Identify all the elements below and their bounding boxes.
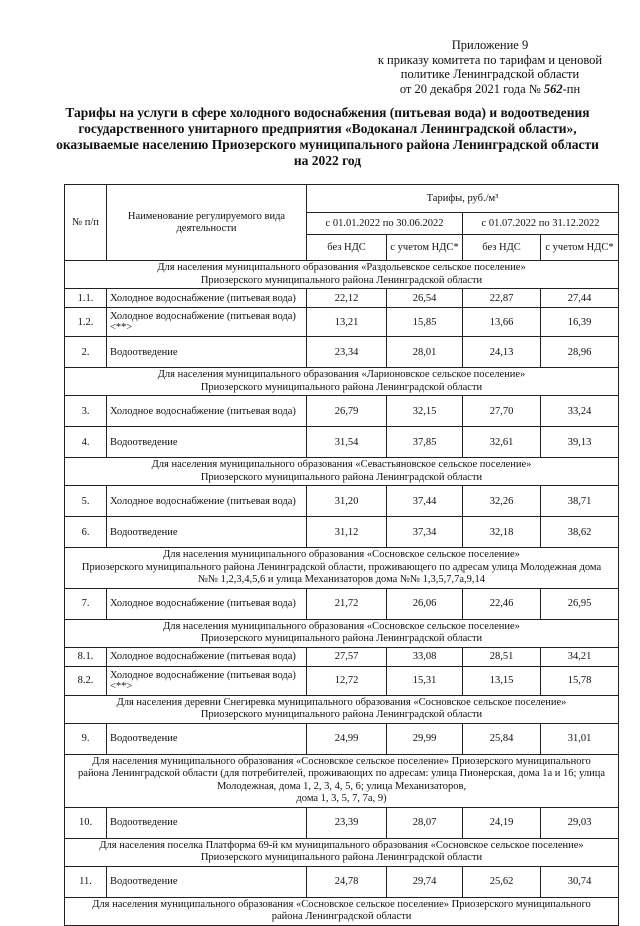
tariff-h1-with-vat: 28,07 — [387, 807, 463, 838]
tariff-h2-no-vat: 24,19 — [463, 807, 541, 838]
tariff-h2-no-vat: 25,62 — [463, 866, 541, 897]
table-row — [65, 396, 619, 427]
section-heading-line: Приозерского муниципального района Ленинградской области, проживающего по адресам улица Молодежная дома — [81, 561, 602, 573]
section-heading — [65, 897, 619, 925]
row-number: 4. — [65, 427, 107, 458]
table-row — [65, 588, 619, 619]
table-row — [65, 723, 619, 754]
tariff-h2-with-vat: 34,21 — [541, 647, 619, 666]
section-heading-row — [65, 368, 619, 396]
section-heading-line: Приозерского муниципального района Ленинградской области — [200, 274, 483, 286]
section-heading-row — [65, 897, 619, 925]
tariff-h1-with-vat: 33,08 — [387, 647, 463, 666]
section-heading-line: №№ 1,2,3,4,5,6 и улица Механизаторов дома №№ 1,3,5,7,7а,9,14 — [197, 574, 486, 585]
row-number: 8.1. — [65, 647, 107, 666]
section-heading — [65, 838, 619, 866]
activity-name: Водоотведение — [107, 427, 307, 458]
activity-name: Холодное водоснабжение (питьевая вода) — [107, 289, 307, 308]
section-heading-row — [65, 548, 619, 589]
section-heading-line: дома 1, 3, 5, 7, 7а, 9) — [296, 793, 387, 804]
section-heading-line: Молодежная, дома 1, 2, 3, 4, 5, 6; улица Механизаторов, — [216, 780, 467, 792]
section-heading-line: Для населения муниципального образования «Сосновское сельское поселение» Приозерского муниципального — [92, 898, 591, 910]
table-row — [65, 866, 619, 897]
tariff-h2-with-vat: 28,96 — [541, 337, 619, 368]
header-tariffs: Тарифы, руб./м³ — [307, 185, 619, 213]
activity-name: Холодное водоснабжение (питьевая вода) <**> — [107, 666, 307, 695]
tariff-h1-with-vat: 15,31 — [387, 666, 463, 695]
row-number: 1.1. — [65, 289, 107, 308]
section-heading-line: Приозерского муниципального района Ленинградской области — [200, 633, 483, 644]
tariff-h1-with-vat: 29,99 — [387, 723, 463, 754]
tariff-h2-with-vat: 15,78 — [541, 666, 619, 695]
tariff-h1-no-vat: 31,54 — [307, 427, 387, 458]
section-heading-line: Для населения поселка Платформа 69-й км муниципального образования «Сосновское сельское поселение» — [99, 839, 584, 851]
tariff-h1-no-vat: 31,20 — [307, 486, 387, 517]
header-no-vat-2: без НДС — [463, 235, 541, 261]
tariff-h1-with-vat: 32,15 — [387, 396, 463, 427]
tariff-h2-with-vat: 39,13 — [541, 427, 619, 458]
section-heading — [65, 368, 619, 396]
document-title — [55, 105, 600, 169]
activity-name: Холодное водоснабжение (питьевая вода) — [107, 486, 307, 517]
tariff-h2-no-vat: 27,70 — [463, 396, 541, 427]
tariff-h1-no-vat: 21,72 — [307, 588, 387, 619]
row-number: 11. — [65, 866, 107, 897]
tariff-h1-with-vat: 37,85 — [387, 427, 463, 458]
header-activity: Наименование регулируемого вида деятельности — [107, 185, 307, 261]
tariff-h2-no-vat: 13,66 — [463, 308, 541, 337]
tariff-h1-no-vat: 27,57 — [307, 647, 387, 666]
activity-name: Водоотведение — [107, 807, 307, 838]
tariff-h2-with-vat: 38,71 — [541, 486, 619, 517]
tariff-h1-no-vat: 26,79 — [307, 396, 387, 427]
row-number: 6. — [65, 517, 107, 548]
tariff-h2-with-vat: 30,74 — [541, 866, 619, 897]
section-heading-line: района Ленинградской области — [271, 911, 412, 922]
table-row — [65, 807, 619, 838]
appendix-order-line: к приказу комитета по тарифам и ценовой — [377, 52, 603, 67]
tariff-h1-no-vat: 23,39 — [307, 807, 387, 838]
tariff-h1-no-vat: 12,72 — [307, 666, 387, 695]
tariff-h1-with-vat: 28,01 — [387, 337, 463, 368]
section-heading — [65, 261, 619, 289]
tariff-h1-no-vat: 24,78 — [307, 866, 387, 897]
row-number: 2. — [65, 337, 107, 368]
section-heading-line: Приозерского муниципального района Ленинградской области — [200, 709, 483, 720]
row-number: 9. — [65, 723, 107, 754]
tariff-h2-no-vat: 32,26 — [463, 486, 541, 517]
appendix-committee-line: политике Ленинградской области — [400, 67, 580, 81]
row-number: 3. — [65, 396, 107, 427]
tariff-h2-no-vat: 32,18 — [463, 517, 541, 548]
tariff-h2-no-vat: 28,51 — [463, 647, 541, 666]
appendix-title: Приложение 9 — [451, 38, 529, 52]
tariff-h1-with-vat: 29,74 — [387, 866, 463, 897]
tariff-h2-with-vat: 33,24 — [541, 396, 619, 427]
tariff-table — [64, 184, 619, 926]
section-heading-row — [65, 838, 619, 866]
section-heading-line: Для населения муниципального образования «Сосновское сельское поселение» — [163, 549, 520, 560]
section-heading-line: Приозерского муниципального района Ленинградской области — [200, 471, 483, 483]
section-heading — [65, 754, 619, 807]
table-row — [65, 289, 619, 308]
header-num: № п/п — [65, 185, 107, 261]
section-heading-row — [65, 754, 619, 807]
section-heading-line: Для населения деревни Снегиревка муниципального образования «Сосновское сельское поселение» — [116, 696, 567, 708]
section-heading — [65, 548, 619, 589]
section-heading-line: Приозерского муниципального района Ленинградской области — [200, 381, 483, 393]
order-number: 562 — [543, 81, 563, 96]
tariff-h2-with-vat: 26,95 — [541, 588, 619, 619]
title-line-2: государственного унитарного предприятия «Водоканал Ленинградской области», — [78, 121, 577, 136]
row-number: 1.2. — [65, 308, 107, 337]
section-heading-line: Для населения муниципального образования «Ларионовское сельское поселение» — [157, 369, 526, 380]
section-heading-row — [65, 458, 619, 486]
activity-name: Холодное водоснабжение (питьевая вода) — [107, 647, 307, 666]
header-with-vat-1: с учетом НДС* — [387, 235, 463, 261]
tariff-h1-with-vat: 26,06 — [387, 588, 463, 619]
section-heading — [65, 695, 619, 723]
section-heading-row — [65, 619, 619, 647]
table-row — [65, 666, 619, 695]
appendix-block — [370, 38, 610, 96]
title-line-1: Тарифы на услуги в сфере холодного водоснабжения (питьевая вода) и водоотведения — [65, 105, 590, 120]
row-number: 8.2. — [65, 666, 107, 695]
section-heading-line: Для населения муниципального образования «Севастьяновское сельское поселение» — [151, 459, 532, 470]
section-heading — [65, 619, 619, 647]
tariff-h2-no-vat: 24,13 — [463, 337, 541, 368]
tariff-h2-with-vat: 29,03 — [541, 807, 619, 838]
section-heading — [65, 458, 619, 486]
row-number: 10. — [65, 807, 107, 838]
appendix-date-suffix: -пн — [562, 81, 581, 96]
header-period-2: с 01.07.2022 по 31.12.2022 — [463, 213, 619, 235]
row-number: 5. — [65, 486, 107, 517]
tariff-h1-with-vat: 26,54 — [387, 289, 463, 308]
tariff-h1-no-vat: 31,12 — [307, 517, 387, 548]
tariff-h2-no-vat: 22,46 — [463, 588, 541, 619]
activity-name: Водоотведение — [107, 866, 307, 897]
activity-name: Холодное водоснабжение (питьевая вода) — [107, 588, 307, 619]
tariff-h2-with-vat: 38,62 — [541, 517, 619, 548]
activity-name: Водоотведение — [107, 517, 307, 548]
activity-name: Водоотведение — [107, 337, 307, 368]
tariff-h2-no-vat: 25,84 — [463, 723, 541, 754]
tariff-h2-with-vat: 27,44 — [541, 289, 619, 308]
tariff-h2-with-vat: 31,01 — [541, 723, 619, 754]
tariff-h1-with-vat: 37,44 — [387, 486, 463, 517]
tariff-h2-no-vat: 32,61 — [463, 427, 541, 458]
tariff-h1-with-vat: 15,85 — [387, 308, 463, 337]
table-row — [65, 308, 619, 337]
tariff-h1-no-vat: 23,34 — [307, 337, 387, 368]
table-row — [65, 486, 619, 517]
title-line-4: на 2022 год — [293, 153, 362, 168]
tariff-h1-no-vat: 13,21 — [307, 308, 387, 337]
tariff-h1-no-vat: 22,12 — [307, 289, 387, 308]
section-heading-line: Для населения муниципального образования «Сосновское сельское поселение» Приозерского муниципального — [92, 755, 591, 767]
header-period-1: с 01.01.2022 по 30.06.2022 — [307, 213, 463, 235]
table-row — [65, 337, 619, 368]
header-no-vat-1: без НДС — [307, 235, 387, 261]
activity-name: Холодное водоснабжение (питьевая вода) — [107, 396, 307, 427]
tariff-h2-no-vat: 13,15 — [463, 666, 541, 695]
activity-name: Водоотведение — [107, 723, 307, 754]
section-heading-row — [65, 695, 619, 723]
tariff-h2-no-vat: 22,87 — [463, 289, 541, 308]
tariff-h1-with-vat: 37,34 — [387, 517, 463, 548]
tariff-h2-with-vat: 16,39 — [541, 308, 619, 337]
table-row — [65, 517, 619, 548]
row-number: 7. — [65, 588, 107, 619]
title-line-3: оказываемые населению Приозерского муниципального района Ленинградской области — [56, 137, 599, 152]
tariff-h1-no-vat: 24,99 — [307, 723, 387, 754]
table-row — [65, 647, 619, 666]
table-row — [65, 427, 619, 458]
appendix-date-line — [370, 82, 610, 97]
section-heading-line: Для населения муниципального образования «Раздольевское сельское поселение» — [157, 262, 526, 273]
section-heading-line: района Ленинградской области (для потребителей, проживающих по адресам: улица Пионерская, дома 1а и 16; улица — [78, 768, 605, 779]
appendix-date-prefix: от 20 декабря 2021 года № — [399, 81, 544, 96]
section-heading-row — [65, 261, 619, 289]
section-heading-line: Приозерского муниципального района Ленинградской области — [200, 852, 483, 863]
section-heading-line: Для населения муниципального образования «Сосновское сельское поселение» — [163, 620, 520, 632]
header-with-vat-2: с учетом НДС* — [541, 235, 619, 261]
activity-name: Холодное водоснабжение (питьевая вода) <**> — [107, 308, 307, 337]
